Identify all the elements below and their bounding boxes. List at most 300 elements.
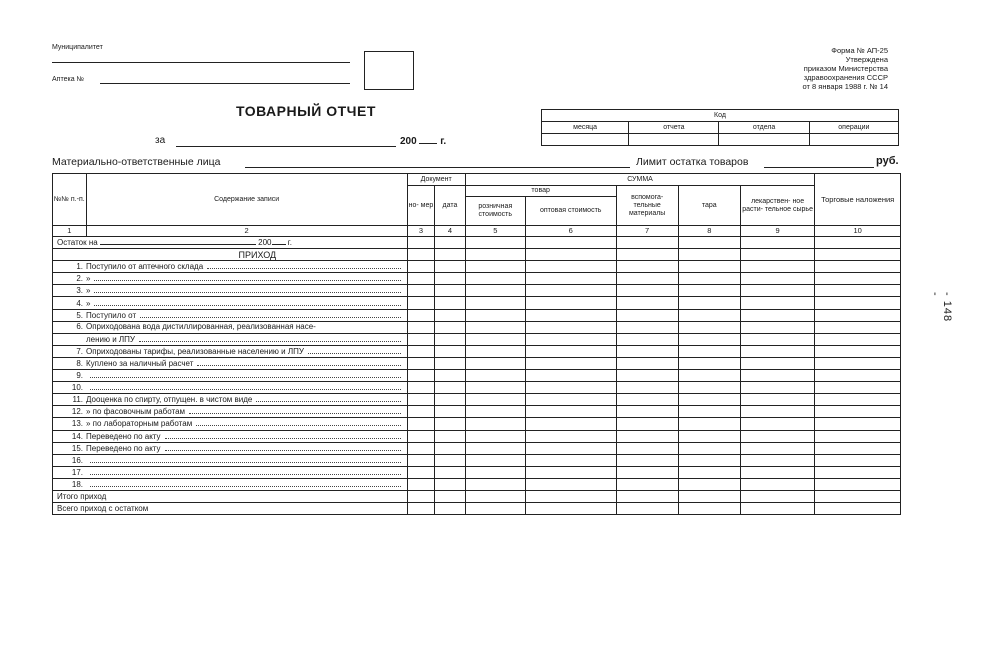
fill-line xyxy=(90,455,401,463)
value-cell[interactable] xyxy=(465,442,525,454)
stamp-box xyxy=(364,51,414,90)
value-cell[interactable] xyxy=(815,297,901,309)
value-cell[interactable] xyxy=(740,382,814,394)
value-cell[interactable] xyxy=(525,490,616,502)
value-cell[interactable] xyxy=(678,454,740,466)
row-content-cell[interactable] xyxy=(53,394,408,406)
value-cell[interactable] xyxy=(740,261,814,273)
balance-cell xyxy=(53,237,408,249)
value-cell[interactable] xyxy=(407,490,435,502)
value-cell[interactable] xyxy=(678,394,740,406)
row-text: Переведено по акту xyxy=(86,443,161,453)
row-text: » xyxy=(86,274,91,284)
col-tara-header: тара xyxy=(678,186,740,226)
value-cell[interactable] xyxy=(435,466,466,478)
value-cell[interactable] xyxy=(525,382,616,394)
row-number: 11. xyxy=(72,395,83,405)
row-number: 13. xyxy=(71,419,83,429)
value-cell[interactable] xyxy=(616,442,678,454)
row-text: Переведено по акту xyxy=(86,431,161,441)
value-cell[interactable] xyxy=(435,394,466,406)
value-cell[interactable] xyxy=(815,273,901,285)
value-cell[interactable] xyxy=(740,503,814,515)
fill-line xyxy=(90,370,401,378)
table-row xyxy=(53,418,901,430)
value-cell[interactable] xyxy=(407,309,435,321)
value-cell[interactable] xyxy=(815,466,901,478)
fill-line xyxy=(197,358,401,366)
value-cell[interactable] xyxy=(435,333,466,345)
value-cell[interactable] xyxy=(678,273,740,285)
fill-line xyxy=(256,394,401,402)
value-cell[interactable] xyxy=(435,261,466,273)
value-cell[interactable] xyxy=(740,297,814,309)
kod-table xyxy=(541,109,899,146)
value-cell[interactable] xyxy=(525,430,616,442)
value-cell[interactable] xyxy=(525,466,616,478)
approval-line: Форма № АП-25 xyxy=(831,46,888,55)
value-cell[interactable] xyxy=(740,430,814,442)
value-cell[interactable] xyxy=(525,503,616,515)
row-number: 15. xyxy=(71,443,83,453)
fill-line xyxy=(139,334,401,342)
value-cell[interactable] xyxy=(678,430,740,442)
row-text: Дооценка по спирту, отпущен. в чистом виде xyxy=(86,395,253,405)
value-cell[interactable] xyxy=(740,406,814,418)
kod-col-report: отчета xyxy=(629,122,719,134)
value-cell[interactable] xyxy=(407,406,435,418)
col-doc-number-header: но- мер xyxy=(407,186,435,226)
row-content-cell[interactable] xyxy=(53,357,408,369)
value-cell[interactable] xyxy=(525,273,616,285)
col-number: 2 xyxy=(86,226,407,237)
value-cell[interactable] xyxy=(407,466,435,478)
row-content-cell[interactable] xyxy=(53,273,408,285)
row-content-cell[interactable] xyxy=(53,454,408,466)
value-cell[interactable] xyxy=(678,321,740,333)
fill-line xyxy=(207,261,401,269)
value-cell[interactable] xyxy=(407,478,435,490)
value-cell[interactable] xyxy=(525,297,616,309)
value-cell[interactable] xyxy=(525,478,616,490)
value-cell[interactable] xyxy=(740,454,814,466)
value-cell[interactable] xyxy=(815,357,901,369)
col-markup-header: Торговые наложения xyxy=(815,174,901,226)
value-cell[interactable] xyxy=(678,490,740,502)
row-number: 7. xyxy=(76,346,83,356)
value-cell[interactable] xyxy=(815,490,901,502)
value-cell[interactable] xyxy=(525,394,616,406)
value-cell[interactable] xyxy=(465,309,525,321)
value-cell[interactable] xyxy=(678,442,740,454)
row-content-cell[interactable] xyxy=(53,466,408,478)
value-cell[interactable] xyxy=(435,490,466,502)
row-content-cell[interactable] xyxy=(53,478,408,490)
value-cell[interactable] xyxy=(616,466,678,478)
value-cell[interactable] xyxy=(407,382,435,394)
row-text: » по лабораторным работам xyxy=(86,419,193,429)
value-cell[interactable] xyxy=(740,370,814,382)
value-cell[interactable] xyxy=(740,333,814,345)
column-numbers-row xyxy=(53,226,901,237)
value-cell[interactable] xyxy=(525,321,616,333)
value-cell[interactable] xyxy=(407,370,435,382)
value-cell[interactable] xyxy=(740,466,814,478)
value-cell[interactable] xyxy=(435,370,466,382)
fill-line xyxy=(165,443,401,451)
value-cell[interactable] xyxy=(616,454,678,466)
value-cell[interactable] xyxy=(407,285,435,297)
value-cell[interactable] xyxy=(525,454,616,466)
value-cell[interactable] xyxy=(815,418,901,430)
limit-line xyxy=(764,167,874,168)
balance-suffix: г. xyxy=(287,238,292,248)
row-number: 4. xyxy=(76,298,83,308)
value-cell[interactable] xyxy=(740,345,814,357)
value-cell[interactable] xyxy=(740,321,814,333)
kod-cell-report[interactable] xyxy=(629,134,719,146)
value-cell[interactable] xyxy=(407,454,435,466)
row-number: 6. xyxy=(76,322,83,332)
fill-line xyxy=(94,285,401,293)
table-row xyxy=(53,382,901,394)
value-cell[interactable] xyxy=(815,454,901,466)
value-cell[interactable] xyxy=(616,333,678,345)
value-cell[interactable] xyxy=(616,406,678,418)
value-cell[interactable] xyxy=(435,406,466,418)
value-cell[interactable] xyxy=(616,370,678,382)
value-cell[interactable] xyxy=(815,394,901,406)
value-cell[interactable] xyxy=(407,394,435,406)
value-cell[interactable] xyxy=(815,309,901,321)
row-number: 14. xyxy=(71,431,83,441)
value-cell[interactable] xyxy=(815,382,901,394)
value-cell[interactable] xyxy=(435,273,466,285)
value-cell[interactable] xyxy=(407,333,435,345)
value-cell[interactable] xyxy=(435,285,466,297)
value-cell[interactable] xyxy=(616,503,678,515)
value-cell[interactable] xyxy=(407,357,435,369)
value-cell[interactable] xyxy=(815,478,901,490)
col-doc-date-header: дата xyxy=(435,186,466,226)
value-cell[interactable] xyxy=(678,357,740,369)
kod-cell-operation[interactable] xyxy=(809,134,898,146)
value-cell[interactable] xyxy=(678,370,740,382)
col-goods-header: товар xyxy=(465,186,616,197)
value-cell[interactable] xyxy=(435,442,466,454)
value-cell[interactable] xyxy=(407,273,435,285)
table-row xyxy=(53,345,901,357)
row-content-cell[interactable] xyxy=(53,309,408,321)
value-cell[interactable] xyxy=(616,394,678,406)
row-number: 2. xyxy=(76,274,83,284)
row-number: 12. xyxy=(71,407,83,417)
value-cell[interactable] xyxy=(525,285,616,297)
fill-line xyxy=(90,467,401,475)
table-row xyxy=(53,309,901,321)
value-cell[interactable] xyxy=(465,478,525,490)
kod-cell-department[interactable] xyxy=(719,134,809,146)
value-cell[interactable] xyxy=(407,442,435,454)
row-number: 9. xyxy=(76,371,83,381)
value-cell[interactable] xyxy=(678,406,740,418)
value-cell[interactable] xyxy=(525,406,616,418)
fill-line xyxy=(165,431,401,439)
value-cell[interactable] xyxy=(435,345,466,357)
value-cell[interactable] xyxy=(525,418,616,430)
row-content-cell[interactable] xyxy=(53,406,408,418)
value-cell[interactable] xyxy=(740,394,814,406)
kod-col-operation: операции xyxy=(809,122,898,134)
value-cell[interactable] xyxy=(465,394,525,406)
col-number: 10 xyxy=(815,226,901,237)
value-cell[interactable] xyxy=(525,357,616,369)
row-content-cell[interactable] xyxy=(53,333,408,345)
section-title: ПРИХОД xyxy=(53,249,408,261)
table-row xyxy=(53,394,901,406)
value-cell[interactable] xyxy=(465,406,525,418)
value-cell[interactable] xyxy=(678,345,740,357)
value-cell[interactable] xyxy=(465,333,525,345)
table-row xyxy=(53,285,901,297)
value-cell[interactable] xyxy=(435,478,466,490)
total-income-label: Итого приход xyxy=(53,490,408,502)
approval-line: здравоохранения СССР xyxy=(803,73,888,82)
row-content-cell[interactable] xyxy=(53,418,408,430)
approval-line: приказом Министерства xyxy=(803,64,888,73)
row-content-cell[interactable] xyxy=(53,261,408,273)
value-cell[interactable] xyxy=(435,321,466,333)
row-number: 10. xyxy=(71,383,83,393)
row-content-cell[interactable] xyxy=(53,345,408,357)
value-cell[interactable] xyxy=(465,370,525,382)
fill-line xyxy=(308,346,401,354)
value-cell[interactable] xyxy=(525,309,616,321)
row-content-cell[interactable] xyxy=(53,382,408,394)
value-cell[interactable] xyxy=(678,466,740,478)
row-number: 17. xyxy=(71,467,83,477)
value-cell[interactable] xyxy=(815,345,901,357)
row-content-cell[interactable] xyxy=(53,321,408,333)
col-number: 9 xyxy=(740,226,814,237)
value-cell[interactable] xyxy=(616,321,678,333)
value-cell[interactable] xyxy=(616,261,678,273)
col-number: 1 xyxy=(53,226,87,237)
value-cell[interactable] xyxy=(678,309,740,321)
value-cell[interactable] xyxy=(740,285,814,297)
value-cell[interactable] xyxy=(465,503,525,515)
balance-year: 200 xyxy=(258,238,272,248)
value-cell[interactable] xyxy=(616,285,678,297)
value-cell[interactable] xyxy=(616,430,678,442)
value-cell[interactable] xyxy=(465,418,525,430)
value-cell[interactable] xyxy=(815,285,901,297)
value-cell[interactable] xyxy=(616,309,678,321)
fill-line xyxy=(140,310,401,318)
page-title: ТОВАРНЫЙ ОТЧЕТ xyxy=(236,103,376,119)
col-content-header: Содержание записи xyxy=(86,174,407,226)
row-number: 8. xyxy=(76,358,83,368)
row-number: 3. xyxy=(76,286,83,296)
value-cell[interactable] xyxy=(740,418,814,430)
row-text: » xyxy=(86,286,91,296)
value-cell[interactable] xyxy=(616,490,678,502)
fill-line xyxy=(196,418,401,426)
value-cell[interactable] xyxy=(740,309,814,321)
col-wholesale-header: оптовая стоимость xyxy=(525,197,616,226)
value-cell[interactable] xyxy=(815,503,901,515)
value-cell[interactable] xyxy=(616,382,678,394)
value-cell[interactable] xyxy=(407,345,435,357)
row-number: 5. xyxy=(76,310,83,320)
row-text: Куплено за наличный расчет xyxy=(86,358,194,368)
value-cell[interactable] xyxy=(465,261,525,273)
value-cell[interactable] xyxy=(616,297,678,309)
row-text: Поступило от аптечного склада xyxy=(86,262,204,272)
balance-row xyxy=(53,237,901,249)
table-row xyxy=(53,273,901,285)
value-cell[interactable] xyxy=(815,442,901,454)
value-cell[interactable] xyxy=(740,273,814,285)
value-cell[interactable] xyxy=(465,382,525,394)
value-cell[interactable] xyxy=(678,503,740,515)
org-line xyxy=(52,62,350,63)
value-cell[interactable] xyxy=(465,357,525,369)
value-cell[interactable] xyxy=(407,261,435,273)
col-number: 3 xyxy=(407,226,435,237)
value-cell[interactable] xyxy=(740,478,814,490)
value-cell[interactable] xyxy=(465,466,525,478)
fill-line xyxy=(94,273,401,281)
col-aux-header: вспомога- тельные материалы xyxy=(616,186,678,226)
value-cell[interactable] xyxy=(678,478,740,490)
value-cell[interactable] xyxy=(435,382,466,394)
kod-title: Код xyxy=(542,110,899,122)
value-cell[interactable] xyxy=(435,418,466,430)
value-cell[interactable] xyxy=(525,370,616,382)
value-cell[interactable] xyxy=(815,370,901,382)
table-row xyxy=(53,454,901,466)
value-cell[interactable] xyxy=(407,503,435,515)
value-cell[interactable] xyxy=(465,430,525,442)
report-table xyxy=(52,173,901,515)
kod-col-department: отдела xyxy=(719,122,809,134)
value-cell[interactable] xyxy=(678,297,740,309)
year-field xyxy=(400,135,446,147)
col-number: 5 xyxy=(465,226,525,237)
value-cell[interactable] xyxy=(435,309,466,321)
value-cell[interactable] xyxy=(407,297,435,309)
value-cell[interactable] xyxy=(435,503,466,515)
table-row xyxy=(53,333,901,345)
row-text: » xyxy=(86,298,91,308)
value-cell[interactable] xyxy=(407,430,435,442)
row-content-cell[interactable] xyxy=(53,370,408,382)
value-cell[interactable] xyxy=(465,297,525,309)
row-content-cell[interactable] xyxy=(53,430,408,442)
value-cell[interactable] xyxy=(407,321,435,333)
row-text: Оприходована вода дистиллированная, реализованная насе- xyxy=(86,322,316,332)
value-cell[interactable] xyxy=(525,333,616,345)
fill-line xyxy=(94,298,401,306)
total-with-balance-label: Всего приход с остатком xyxy=(53,503,408,515)
table-row xyxy=(53,357,901,369)
value-cell[interactable] xyxy=(815,261,901,273)
value-cell[interactable] xyxy=(465,490,525,502)
value-cell[interactable] xyxy=(815,406,901,418)
row-number: 18. xyxy=(71,479,83,489)
limit-label: Лимит остатка товаров xyxy=(636,156,749,168)
value-cell[interactable] xyxy=(815,333,901,345)
value-cell[interactable] xyxy=(616,273,678,285)
value-cell[interactable] xyxy=(465,285,525,297)
value-cell[interactable] xyxy=(465,345,525,357)
row-text: Поступило от xyxy=(86,310,137,320)
value-cell[interactable] xyxy=(740,357,814,369)
fill-line xyxy=(189,406,401,414)
value-cell[interactable] xyxy=(465,273,525,285)
value-cell[interactable] xyxy=(525,345,616,357)
col-summa-header: СУММА xyxy=(465,174,815,186)
value-cell[interactable] xyxy=(815,321,901,333)
value-cell[interactable] xyxy=(465,321,525,333)
value-cell[interactable] xyxy=(678,285,740,297)
value-cell[interactable] xyxy=(525,261,616,273)
fill-line xyxy=(90,382,401,390)
value-cell[interactable] xyxy=(815,430,901,442)
value-cell[interactable] xyxy=(435,454,466,466)
table-row xyxy=(53,478,901,490)
table-row xyxy=(53,466,901,478)
value-cell[interactable] xyxy=(616,357,678,369)
table-row xyxy=(53,370,901,382)
row-text: Оприходованы тарифы, реализованные населению и ЛПУ xyxy=(86,346,304,356)
value-cell[interactable] xyxy=(678,261,740,273)
value-cell[interactable] xyxy=(678,333,740,345)
row-content-cell[interactable] xyxy=(53,297,408,309)
value-cell[interactable] xyxy=(435,430,466,442)
value-cell[interactable] xyxy=(616,478,678,490)
value-cell[interactable] xyxy=(740,442,814,454)
value-cell[interactable] xyxy=(678,418,740,430)
value-cell[interactable] xyxy=(435,357,466,369)
row-text: лению и ЛПУ xyxy=(86,334,135,344)
year-suffix: г. xyxy=(440,136,447,147)
value-cell[interactable] xyxy=(740,490,814,502)
value-cell[interactable] xyxy=(465,454,525,466)
value-cell[interactable] xyxy=(435,297,466,309)
kod-cell-month[interactable] xyxy=(542,134,629,146)
table-row xyxy=(53,321,901,333)
table-row xyxy=(53,430,901,442)
period-line xyxy=(176,146,396,147)
value-cell[interactable] xyxy=(616,418,678,430)
pharmacy-label: Аптека № xyxy=(52,76,85,83)
currency-label: руб. xyxy=(876,155,899,167)
balance-prefix: Остаток на xyxy=(57,238,98,248)
value-cell[interactable] xyxy=(678,382,740,394)
row-text: » по фасовочным работам xyxy=(86,407,186,417)
responsible-line xyxy=(245,167,630,168)
value-cell[interactable] xyxy=(407,418,435,430)
table-row xyxy=(53,442,901,454)
row-content-cell[interactable] xyxy=(53,442,408,454)
value-cell[interactable] xyxy=(616,345,678,357)
value-cell[interactable] xyxy=(525,442,616,454)
row-content-cell[interactable] xyxy=(53,285,408,297)
org-label: Муниципалитет xyxy=(52,44,103,51)
fill-line xyxy=(90,479,401,487)
